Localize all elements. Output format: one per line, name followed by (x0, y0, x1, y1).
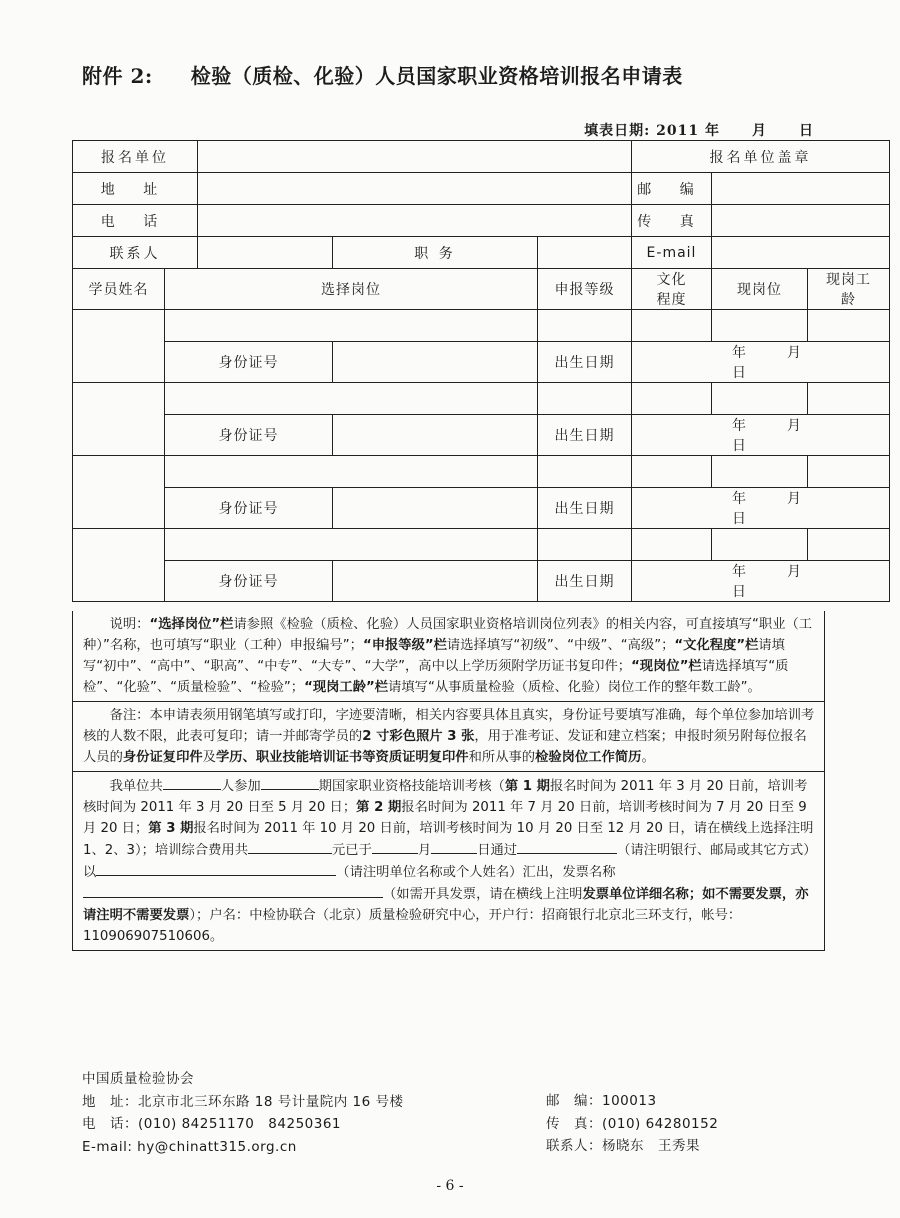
blank-fee[interactable] (248, 839, 332, 854)
field-phone[interactable] (198, 205, 632, 237)
student-3-birth-label: 出生日期 (538, 488, 632, 529)
col-student-name: 学员姓名 (73, 269, 165, 310)
field-position[interactable] (538, 237, 632, 269)
col-years: 现岗工龄 (808, 269, 890, 310)
blank-period[interactable] (261, 775, 319, 790)
label-fax: 传 真 (632, 205, 712, 237)
field-email[interactable] (712, 237, 890, 269)
student-2-edu[interactable] (632, 383, 712, 415)
fill-date (584, 120, 814, 140)
student-4-id[interactable] (333, 561, 538, 602)
field-postcode[interactable] (712, 173, 890, 205)
field-fax[interactable] (712, 205, 890, 237)
student-4-edu[interactable] (632, 529, 712, 561)
student-2-id[interactable] (333, 415, 538, 456)
label-position: 职 务 (333, 237, 538, 269)
student-3-name[interactable] (73, 456, 165, 529)
registration-statement-block: 我单位共 人参加 期国家职业资格技能培训考核（第 1 期报名时间为 2011 年 3 月 20 日前，培训考核时间为 2011 年 3 月 20 日至 5 月 20 日；第 2 期报名时间为 2011 年 7 月 20 日前，培训考核时间为 7 月 20 日至 9 月 20 日；第 3 期报名时间为 2011 年 10 月 20 日前，培训考核时间为 10 月 20 日至 12 月 20 日，请在横线上选择注明 1、2、3）；培训综合费用共 元已于 月 日通过 （请注明银行、邮局或其它方式）以 （请注明单位名称或个人姓名）汇出，发票名称（如需开具发票，请在横线上注明发票单位详细名称；如不需要发票，亦请注明不需要发票）；户名：中检协联合（北京）质量检验研究中心，开户行：招商银行北京北三环支行，帐号：110906907510606。 (73, 772, 824, 950)
student-2-years[interactable] (808, 383, 890, 415)
blank-day[interactable] (431, 839, 477, 854)
student-1-post[interactable] (165, 310, 538, 342)
student-4-birth-label: 出生日期 (538, 561, 632, 602)
remarks-block: 备注：本申请表须用钢笔填写或打印，字迹要清晰，相关内容要具体且真实，身份证号要填写准确，每个单位参加培训考核的人数不限，此表可复印；请一并邮寄学员的2 寸彩色照片 3 张，用于准考证、发证和建立档案；申报时须另附每位报名人员的身份证复印件及学历、职业技能培训证书等资质证明复印件和所从事的检验岗位工作简历。 (73, 702, 824, 772)
student-1-years[interactable] (808, 310, 890, 342)
student-1-name[interactable] (73, 310, 165, 383)
col-select-post: 选择岗位 (165, 269, 538, 310)
field-address[interactable] (198, 173, 632, 205)
label-stamp: 报名单位盖章 (632, 141, 890, 173)
label-unit: 报名单位 (73, 141, 198, 173)
student-3-birth-date[interactable]: 年 月日 (632, 488, 890, 529)
student-1-birth-date[interactable]: 年 月日 (632, 342, 890, 383)
fill-date-month: 月 (752, 123, 767, 139)
contact-address: 地 址：北京市北三环东路 18 号计量院内 16 号楼 (82, 1093, 404, 1110)
student-3-id-label: 身份证号 (165, 488, 333, 529)
contact-info-right (546, 1090, 718, 1158)
attachment-label: 附件 2: (82, 64, 153, 88)
student-1-id-label: 身份证号 (165, 342, 333, 383)
contact-org: 中国质量检验协会 (82, 1071, 194, 1087)
blank-invoice-name[interactable] (83, 883, 383, 898)
blank-unit-count[interactable] (163, 775, 221, 790)
col-education: 文化程度 (632, 269, 712, 310)
student-2-current[interactable] (712, 383, 808, 415)
contact-phone: 电 话：(010) 84251170 84250361 (82, 1116, 342, 1132)
student-4-level[interactable] (538, 529, 632, 561)
form-title: 检验（质检、化验）人员国家职业资格培训报名申请表 (190, 64, 683, 88)
student-2-id-label: 身份证号 (165, 415, 333, 456)
student-3-years[interactable] (808, 456, 890, 488)
contact-info (82, 1068, 404, 1158)
student-2-name[interactable] (73, 383, 165, 456)
label-contact: 联系人 (73, 237, 198, 269)
student-2-level[interactable] (538, 383, 632, 415)
contact-postcode: 邮 编：100013 (546, 1093, 657, 1109)
contact-email: E-mail: hy@chinatt315.org.cn (82, 1138, 297, 1155)
fill-date-label: 填表日期: 2011 年 (584, 123, 720, 139)
student-3-post[interactable] (165, 456, 538, 488)
fill-date-day: 日 (799, 123, 814, 139)
label-phone: 电 话 (73, 205, 198, 237)
student-4-years[interactable] (808, 529, 890, 561)
page-number: - 6 - (436, 1178, 464, 1194)
document-title (82, 60, 683, 89)
notes-section (72, 611, 825, 951)
student-4-post[interactable] (165, 529, 538, 561)
explanation-block: 说明：“选择岗位”栏请参照《检验（质检、化验）人员国家职业资格培训岗位列表》的相关内容，可直接填写“职业（工种）”名称，也可填写“职业（工种）申报编号”；“申报等级”栏请选择填写“初级”、“中级”、“高级”；“文化程度”栏请填写“初中”、“高中”、“职高”、“中专”、“大专”、“大学”，高中以上学历须附学历证书复印件；“现岗位”栏请选择填写“质检”、“化验”、“质量检验”、“检验”；“现岗工龄”栏请填写“从事质量检验（质检、化验）岗位工作的整年数工龄”。 (73, 611, 824, 702)
student-1-current[interactable] (712, 310, 808, 342)
student-2-birth-date[interactable]: 年 月日 (632, 415, 890, 456)
student-3-current[interactable] (712, 456, 808, 488)
contact-person: 联系人：杨晓东 王秀果 (546, 1138, 700, 1154)
col-current-post: 现岗位 (712, 269, 808, 310)
student-1-edu[interactable] (632, 310, 712, 342)
student-1-birth-label: 出生日期 (538, 342, 632, 383)
col-level: 申报等级 (538, 269, 632, 310)
student-3-id[interactable] (333, 488, 538, 529)
label-email: E-mail (632, 237, 712, 269)
blank-month[interactable] (372, 839, 418, 854)
student-3-edu[interactable] (632, 456, 712, 488)
student-4-id-label: 身份证号 (165, 561, 333, 602)
student-1-level[interactable] (538, 310, 632, 342)
blank-remitter[interactable] (96, 861, 336, 876)
application-form-table (72, 140, 890, 602)
label-address: 地 址 (73, 173, 198, 205)
blank-method[interactable] (517, 839, 617, 854)
field-unit[interactable] (198, 141, 632, 173)
student-4-current[interactable] (712, 529, 808, 561)
label-postcode: 邮 编 (632, 173, 712, 205)
student-4-birth-date[interactable]: 年 月日 (632, 561, 890, 602)
student-3-level[interactable] (538, 456, 632, 488)
student-4-name[interactable] (73, 529, 165, 602)
student-2-birth-label: 出生日期 (538, 415, 632, 456)
student-1-id[interactable] (333, 342, 538, 383)
student-2-post[interactable] (165, 383, 538, 415)
contact-fax: 传 真：(010) 64280152 (546, 1115, 719, 1132)
field-contact[interactable] (198, 237, 333, 269)
